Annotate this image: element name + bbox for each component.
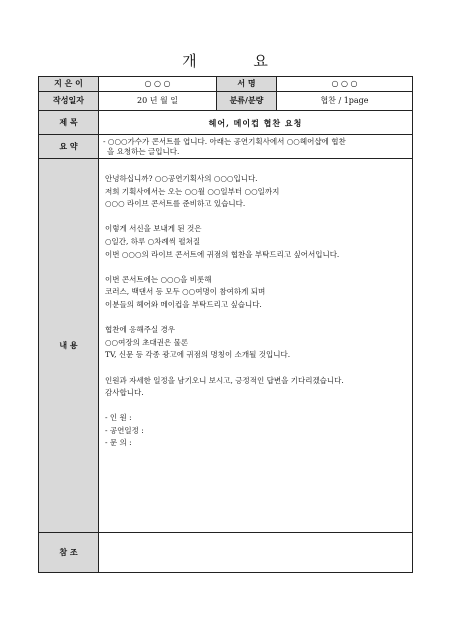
content-line: 안녕하십니까? ○○공연기획사의 ○○○입니다. [105, 174, 258, 183]
row-content [39, 159, 413, 533]
content-line: 인원과 자세한 일정을 남기오니 보시고, 긍정적인 답변을 기다리겠습니다. [105, 375, 344, 385]
subject-label: 제 목 [39, 111, 99, 135]
letter-body [103, 159, 408, 456]
content-line: 협찬에 응해주실 경우 [105, 325, 175, 335]
content-line: - 문 의 : [105, 438, 132, 448]
content-body [99, 159, 413, 533]
paragraph-gap [105, 261, 406, 274]
paragraph-gap [105, 362, 406, 375]
content-label: 내 용 [39, 159, 99, 533]
content-line: 이번 콘서트에는 ○○○을 비롯해 [105, 274, 212, 284]
summary-value [99, 135, 413, 159]
document-form [38, 76, 413, 573]
row-subject [39, 111, 413, 135]
paragraph-gap [105, 400, 406, 413]
summary-label: 요 약 [39, 135, 99, 159]
category-label: 분류/분량 [217, 92, 277, 111]
row-date [39, 92, 413, 111]
paragraph-gap [105, 211, 406, 224]
row-author [39, 77, 413, 92]
row-summary [39, 135, 413, 159]
content-line: 이번 ○○○의 라이브 콘서트에 귀점의 협찬을 부탁드리고 싶어서입니다. [105, 249, 340, 259]
author-value: ○ ○ ○ [99, 77, 217, 92]
content-line: ○○여장의 초대권은 물론 [105, 337, 189, 347]
summary-line: 을 요청하는 글입니다. [107, 146, 180, 156]
content-line: TV, 신문 등 각종 광고에 귀점의 명칭이 소개될 것입니다. [105, 350, 291, 360]
content-line: 감사합니다. [105, 388, 144, 398]
summary-line: - ○○○가수가 콘서트를 엽니다. 아래는 공연기획사에서 ○○헤어샵에 협찬 [103, 136, 346, 146]
signature-value: ○ ○ ○ [277, 77, 413, 92]
subject-value: 헤어, 메이컵 협찬 요청 [99, 111, 413, 135]
content-line: - 공연일정 : [105, 425, 144, 435]
author-label: 지 은 이 [39, 77, 99, 92]
date-label: 작성일자 [39, 92, 99, 111]
category-value: 협찬 / 1page [277, 92, 413, 111]
content-line: 코러스, 백댄서 등 모두 ○○여명이 참여하게 되며 [105, 287, 266, 297]
reference-label: 참 조 [39, 533, 99, 573]
content-line: - 인 원 : [105, 413, 132, 423]
page-title: 개 요 [182, 52, 294, 70]
content-line: 이분들의 헤어와 메이컵을 부탁드리고 싶습니다. [105, 299, 262, 309]
reference-value [99, 533, 413, 573]
content-line: 이렇게 서신을 보내게 된 것은 [105, 224, 202, 234]
row-reference [39, 533, 413, 573]
content-line: ○일간, 하루 ○차례씩 펼쳐질 [105, 236, 201, 246]
signature-label: 서 명 [217, 77, 277, 92]
content-line: ○○○ 라이브 콘서트를 준비하고 있습니다. [105, 199, 246, 209]
content-line: 저희 기획사에서는 오는 ○○월 ○○일부터 ○○일까지 [105, 186, 280, 196]
paragraph-gap [105, 312, 406, 325]
date-value: 20 년 월 일 [99, 92, 217, 111]
